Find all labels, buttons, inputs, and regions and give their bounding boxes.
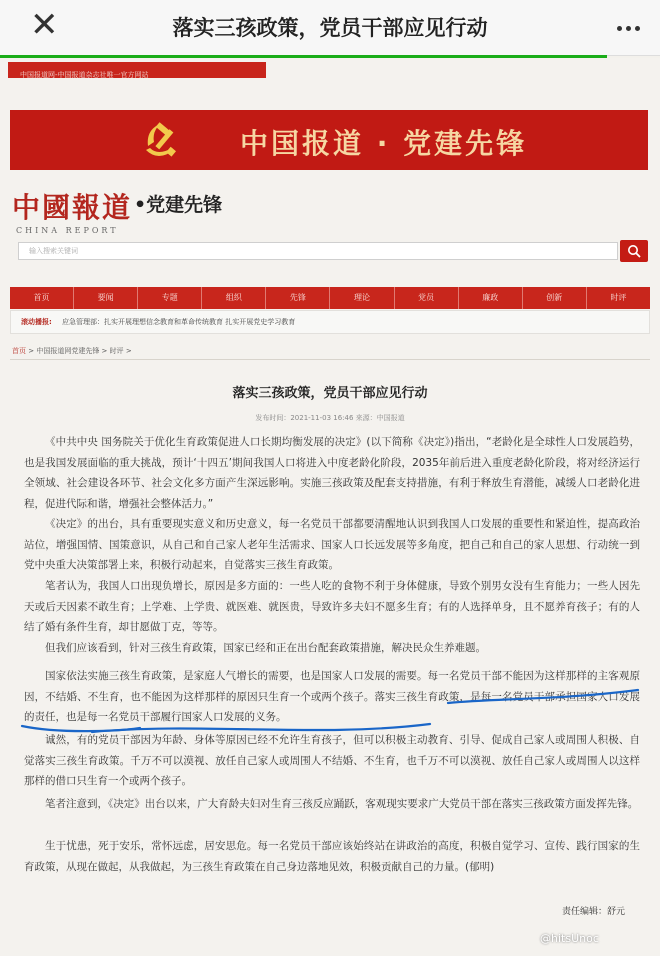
close-icon[interactable]: ✕	[30, 5, 59, 45]
breadcrumb-path: > 中国报道网党建先锋 > 时评 >	[26, 347, 132, 355]
notice-label: 滚动播报:	[21, 318, 52, 326]
notice-text[interactable]: 应急管理部：扎实开展理想信念教育和革命传统教育 扎实开展党史学习教育	[62, 318, 296, 326]
article-screenshot	[0, 58, 660, 956]
nav-item-home[interactable]: 首页	[10, 287, 74, 309]
nav-item-members[interactable]: 党员	[395, 287, 459, 309]
more-options-icon[interactable]	[613, 16, 640, 35]
logo-english: CHINA REPORT	[16, 226, 119, 235]
article-paragraph: 国家依法实施三孩生育政策，是家庭人气增长的需要，也是国家人口发展的需要。每一名党员干部不能因为这样那样的主客观原因，不结婚、不生育，也不能因为这样那样的原因只生育一个或两个孩子。落实三孩生育政策，是每一名党员干部承担国家人口发展的责任，也是每一名党员干部履行国家人口发展的义务。	[24, 670, 640, 723]
banner-title: 中国报道 · 党建先锋	[240, 127, 528, 160]
logo-chinese: 中國報道	[12, 191, 133, 224]
nav-item-innovation[interactable]: 创新	[523, 287, 587, 309]
section-name: •党建先锋	[134, 194, 223, 216]
article-paragraph: 但我们应该看到，针对三孩生育政策，国家已经和正在出台配套政策措施，解决民众生养难题。	[45, 642, 486, 654]
nav-item-theory[interactable]: 理论	[330, 287, 394, 309]
weibo-watermark: @hitsUnoc	[540, 932, 599, 945]
article-paragraph: 诚然，有的党员干部因为年龄、身体等原因已经不允许生育孩子，但可以积极主动教育、引导、促成自己家人或周围人积极、自觉落实三孩生育政策。千万不可以漠视、放任自己家人或周围人不结婚、不生育，也千万不可以漠视、放任自己家人或周围人以这样那样的借口只生育一个或两个孩子。	[24, 734, 640, 787]
article-title: 落实三孩政策，党员干部应见行动	[232, 386, 428, 401]
search-input[interactable]: 输入搜索关键词	[18, 242, 618, 260]
nav-item-organization[interactable]: 组织	[202, 287, 266, 309]
handwritten-underline-annotations	[0, 58, 660, 956]
article-paragraph: 《中共中央 国务院关于优化生育政策促进人口长期均衡发展的决定》(以下简称《决定》)指出，“老龄化是全球性人口发展趋势，也是我国发展面临的重大挑战，预计‘十四五’期间我国人口将进入中度老龄化阶段，2035年前后进入重度老龄化阶段，将对经济运行全领域、社会建设各环节、社会文化多方面产生深远影响。实施三孩政策及配套支持措施，有利于释放生育潜能，减缓人口老龄化进程，促进代际和谐，增强社会整体活力。”	[24, 436, 640, 510]
article-paragraph: 笔者认为，我国人口出现负增长，原因是多方面的：一些人吃的食物不利于身体健康，导致个别男女没有生育能力；一些人因先天或后天因素不敢生育；上学难、上学贵、就医难、就医贵，导致许多夫妇不愿多生育；有的人选择单身，且不愿养育孩子；有的人结了婚有条件生育，却甘愿做丁克，等等。	[24, 580, 640, 633]
article-paragraph: 生于忧患，死于安乐，常怀远虑，居安思危。每一名党员干部应该始终站在讲政治的高度，积极自觉学习、宣传、践行国家的生育政策，从现在做起，从我做起，为三孩生育政策在自己身边落地见效，积极贡献自己的力量。(郁明)	[24, 840, 640, 873]
nav-item-topics[interactable]: 专题	[138, 287, 202, 309]
nav-item-commentary[interactable]: 时评	[610, 293, 627, 302]
article-meta: 发布时间：2021-11-03 16:46 来源：中国报道	[255, 414, 405, 422]
site-slogan: 中国报道网-中国报道杂志社唯一官方网站	[20, 71, 149, 79]
article-paragraph: 《决定》的出台，具有重要现实意义和历史意义，每一名党员干部都要清醒地认识到我国人口发展的重要性和紧迫性，提高政治站位，增强国情、国策意识，从自己和自己家人老年生活需求、国家人口长远发展等多角度，把自己和自己的家人思想、行动统一到党中央重大决策部署上来，积极行动起来，自觉落实三孩生育政策。	[24, 518, 640, 571]
article-paragraph: 笔者注意到，《决定》出台以来，广大育龄夫妇对生育三孩反应踊跃，客观现实要求广大党员干部在落实三孩政策方面发挥先锋。	[45, 798, 639, 810]
breadcrumb-home-link[interactable]: 首页	[12, 347, 26, 355]
nav-item-integrity[interactable]: 廉政	[459, 287, 523, 309]
responsible-editor: 责任编辑：舒元	[562, 907, 626, 917]
nav-item-pioneer[interactable]: 先锋	[266, 287, 330, 309]
nav-item-news[interactable]: 要闻	[74, 287, 138, 309]
page-title: 落实三孩政策，党员干部应见行动	[172, 16, 488, 40]
top-navigation-bar	[0, 0, 660, 56]
